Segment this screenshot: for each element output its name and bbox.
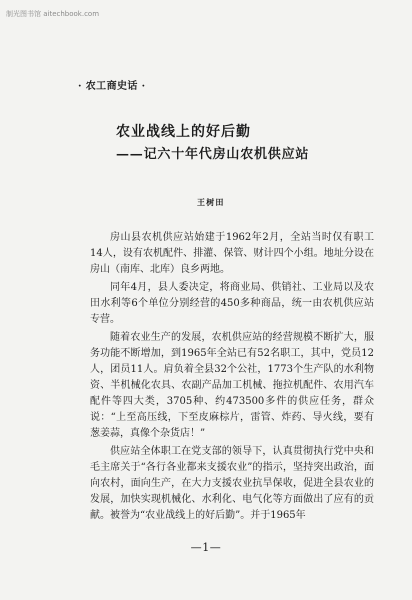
- author-name: 王树田: [197, 197, 225, 207]
- page-subtitle: ——记六十年代房山农机供应站: [116, 147, 310, 162]
- paragraph: 供应站全体职工在党支部的领导下，认真贯彻执行党中央和毛主席关于“各行各业都来支援农业”的指示，坚持突出政治，面向农村，面向生产，在大力支援农业抗旱保收，促进全县农业的发展，加快实现机械化、水利化、电气化等方面做出了应有的贡献。被誉为“农业战线上的好后勤”。并于1965年: [90, 446, 374, 521]
- section-title: · 农工商史话 ·: [78, 81, 146, 92]
- paragraph: 随着农业生产的发展，农机供应站的经营规模不断扩大，服务功能不断增加，到1965年全站已有52名职工，其中，党员12人，团员11人。肩负着全县32个公社，1773个生产队的水利物资、半机械化农具、农副产品加工机械、拖拉机配件、农用汽车配件等四大类，3705种、约473500多件的供应任务，群众说：“上至高压线，下至皮麻棕片，雷管、炸药、导火线，要有葱姜蒜，真像个杂货店！”: [90, 332, 374, 439]
- paragraph: 房山县农机供应站始建于1962年2月，全站当时仅有职工14人，设有农机配件、排灌、保管、财计四个小组。地址分设在房山（南库、北库）良乡两地。: [90, 232, 374, 275]
- paragraph: 同年4月，县人委决定，将商业局、供销社、工业局以及农田水利等6个单位分别经营的450多种商品，统一由农机供应站专营。: [90, 282, 374, 325]
- page-number: —1—: [190, 541, 222, 554]
- watermark: 制光图书馆 aitechbook.com: [6, 10, 100, 18]
- page-title: 农业战线上的好后勤: [116, 124, 251, 140]
- article-body: [90, 230, 374, 526]
